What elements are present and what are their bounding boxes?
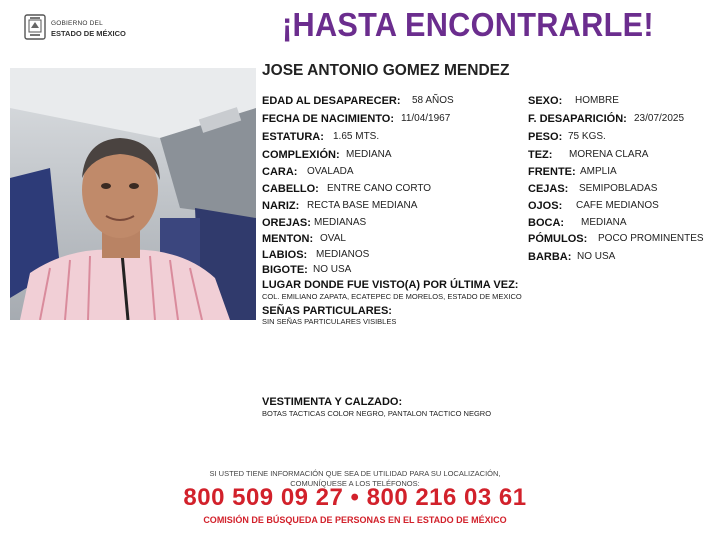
contact-note-line-1: SI USTED TIENE INFORMACIÓN QUE SEA DE UTILIDAD PARA SU LOCALIZACIÓN,	[209, 469, 501, 478]
age-label: EDAD AL DESAPARECER:	[262, 95, 401, 107]
forehead-value: AMPLIA	[580, 166, 617, 177]
build-value: MEDIANA	[346, 149, 392, 160]
phone-number-2[interactable]: 800 216 03 61	[366, 484, 527, 511]
headline: ¡HASTA ENCONTRARLE!	[282, 6, 654, 43]
height-value: 1.65 MTS.	[333, 131, 380, 142]
age-value: 58 AÑOS	[412, 95, 454, 106]
face-label: CARA:	[262, 166, 298, 178]
hair-label: CABELLO:	[262, 183, 319, 195]
disappearance-date-value: 23/07/2025	[634, 113, 685, 124]
person-name: JOSE ANTONIO GOMEZ MENDEZ	[262, 62, 510, 79]
phone-number-1[interactable]: 800 509 09 27	[183, 484, 344, 511]
distinguishing-marks-label: SEÑAS PARTICULARES:	[262, 305, 392, 317]
height-label: ESTATURA:	[262, 131, 324, 143]
eyebrows-label: CEJAS:	[528, 183, 569, 195]
missing-person-photo	[10, 68, 256, 320]
cheekbones-value: POCO PROMINENTES	[598, 233, 704, 244]
lips-label: LABIOS:	[262, 249, 308, 261]
beard-value: NO USA	[577, 251, 616, 262]
clothing-label: VESTIMENTA Y CALZADO:	[262, 396, 403, 408]
phone-numbers	[0, 484, 710, 512]
birthdate-label: FECHA DE NACIMIENTO:	[262, 113, 394, 125]
mustache-label: BIGOTE:	[262, 264, 308, 276]
contact-note-line-2: COMUNÍQUESE A LOS TELÉFONOS:	[290, 479, 420, 488]
hair-value: ENTRE CANO CORTO	[327, 183, 432, 194]
nose-label: NARIZ:	[262, 200, 300, 212]
clothing-value: BOTAS TACTICAS COLOR NEGRO, PANTALON TACTICO NEGRO	[262, 409, 492, 418]
chin-label: MENTON:	[262, 233, 314, 245]
eyebrows-value: SEMIPOBLADAS	[579, 183, 658, 194]
sex-value: HOMBRE	[575, 95, 619, 106]
complexion-value: MORENA CLARA	[569, 149, 649, 160]
face-value: OVALADA	[307, 166, 354, 177]
government-logo	[24, 14, 144, 44]
ears-value: MEDIANAS	[314, 217, 367, 228]
last-seen-value: COL. EMILIANO ZAPATA, ECATEPEC DE MORELOS, ESTADO DE MEXICO	[262, 292, 522, 301]
eyes-value: CAFE MEDIANOS	[576, 200, 659, 211]
build-label: COMPLEXIÓN:	[262, 149, 340, 161]
eyes-label: OJOS:	[528, 200, 563, 212]
chin-value: OVAL	[320, 233, 346, 244]
government-line-1: GOBIERNO DEL	[51, 20, 103, 27]
complexion-label: TEZ:	[528, 149, 553, 161]
distinguishing-marks-value: SIN SEÑAS PARTICULARES VISIBLES	[262, 317, 397, 326]
birthdate-value: 11/04/1967	[401, 113, 451, 124]
forehead-label: FRENTE:	[528, 166, 576, 178]
mouth-value: MEDIANA	[581, 217, 627, 228]
disappearance-date-label: F. DESAPARICIÓN:	[528, 113, 627, 125]
cheekbones-label: PÓMULOS:	[528, 233, 588, 245]
ears-label: OREJAS:	[262, 217, 311, 229]
mustache-value: NO USA	[313, 264, 352, 275]
nose-value: RECTA BASE MEDIANA	[307, 200, 418, 211]
weight-value: 75 KGS.	[568, 131, 606, 142]
weight-label: PESO:	[528, 131, 563, 143]
beard-label: BARBA:	[528, 251, 572, 263]
phone-separator: •	[350, 484, 360, 511]
government-line-2: ESTADO DE MÉXICO	[51, 29, 126, 38]
sex-label: SEXO:	[528, 95, 563, 107]
lips-value: MEDIANOS	[316, 249, 370, 260]
commission-name: COMISIÓN DE BÚSQUEDA DE PERSONAS EN EL ESTADO DE MÉXICO	[203, 515, 507, 525]
mouth-label: BOCA:	[528, 217, 565, 229]
last-seen-label: LUGAR DONDE FUE VISTO(A) POR ÚLTIMA VEZ:	[262, 279, 519, 291]
state-seal-icon	[24, 14, 46, 40]
